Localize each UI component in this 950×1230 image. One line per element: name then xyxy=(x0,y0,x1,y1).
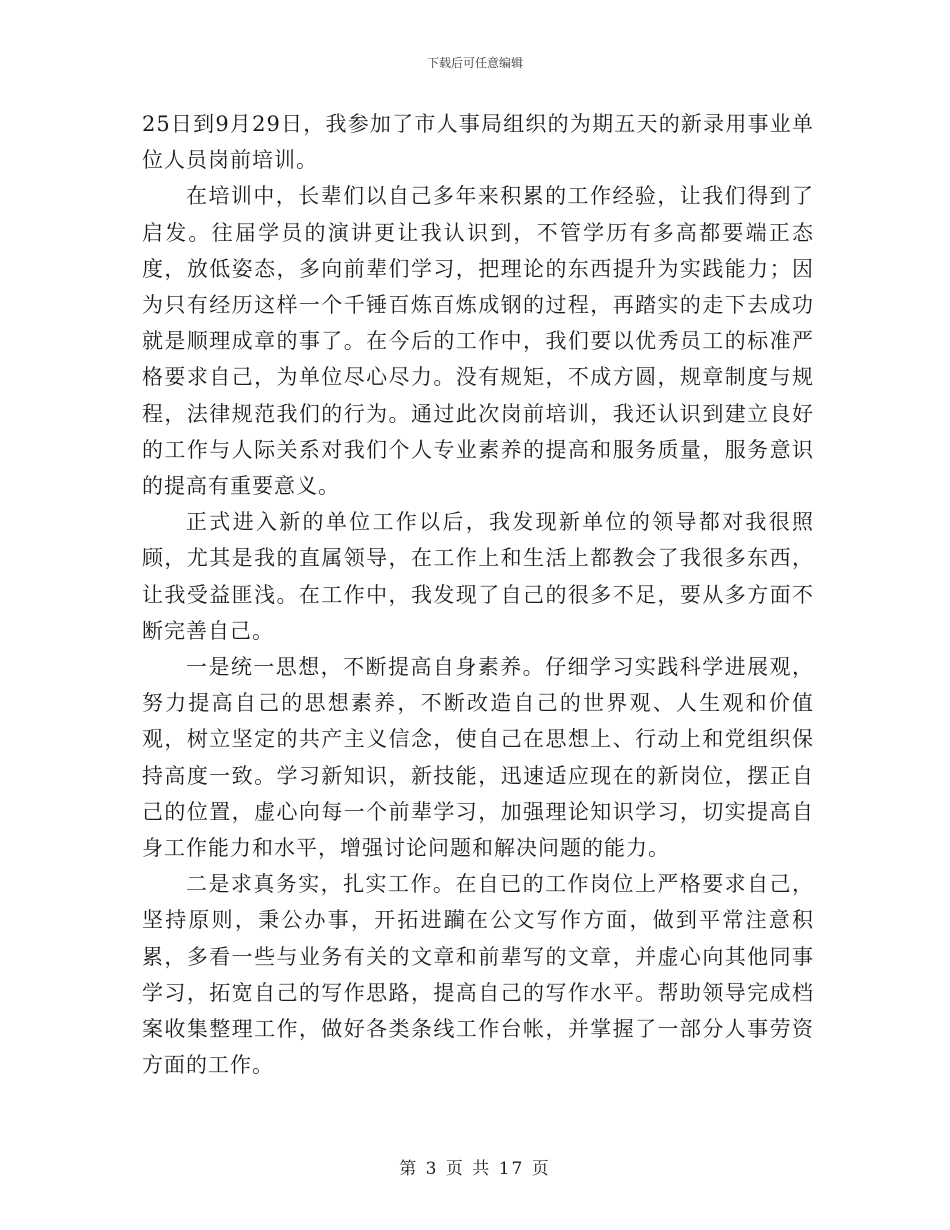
paragraph-training: 在培训中，长辈们以自己多年来积累的工作经验，让我们得到了启发。往届学员的演讲更让我认识到，不管学历有多高都要端正态度，放低姿态，多向前辈们学习，把理论的东西提升为实践能力；因为只有经历这样一个千锤百炼百炼成钢的过程，再踏实的走下去成功就是顺理成章的事了。在今后的工作中，我们要以优秀员工的标准严格要求自己，为单位尽心尽力。没有规矩，不成方圆，规章制度与规程，法律规范我们的行为。通过此次岗前培训，我还认识到建立良好的工作与人际关系对我们个人专业素养的提高和服务质量，服务意识的提高有重要意义。 xyxy=(142,184,814,499)
document-body xyxy=(142,106,814,1083)
page-header-note: 下载后可任意编辑 xyxy=(426,56,523,70)
paragraph-new-unit: 正式进入新的单位工作以后，我发现新单位的领导都对我很照顾，尤其是我的直属领导，在工作上和生活上都教会了我很多东西，让我受益匪浅。在工作中，我发现了自己的很多不足，要从多方面不断完善自己。 xyxy=(142,510,814,643)
paragraph-point-one: 一是统一思想，不断提高自身素养。仔细学习实践科学进展观，努力提高自己的思想素养，不断改造自己的世界观、人生观和价值观，树立坚定的共产主义信念，使自己在思想上、行动上和党组织保持高度一致。学习新知识，新技能，迅速适应现在的新岗位，摆正自己的位置，虚心向每一个前辈学习，加强理论知识学习，切实提高自身工作能力和水平，增强讨论问题和解决问题的能力。 xyxy=(142,655,814,861)
paragraph-continuation: 25日到9月29日，我参加了市人事局组织的为期五天的新录用事业单位人员岗前培训。 xyxy=(142,112,814,173)
page-number: 第 3 页 共 17 页 xyxy=(399,1159,551,1179)
paragraph-point-two: 二是求真务实，扎实工作。在自已的工作岗位上严格要求自己，坚持原则，秉公办事，开拓进躏在公文写作方面，做到平常注意积累，多看一些与业务有关的文章和前辈写的文章，并虚心向其他同事学习，拓宽自己的写作思路，提高自己的写作水平。帮助领导完成档案收集整理工作，做好各类条线工作台帐，并掌握了一部分人事劳资方面的工作。 xyxy=(142,872,814,1078)
